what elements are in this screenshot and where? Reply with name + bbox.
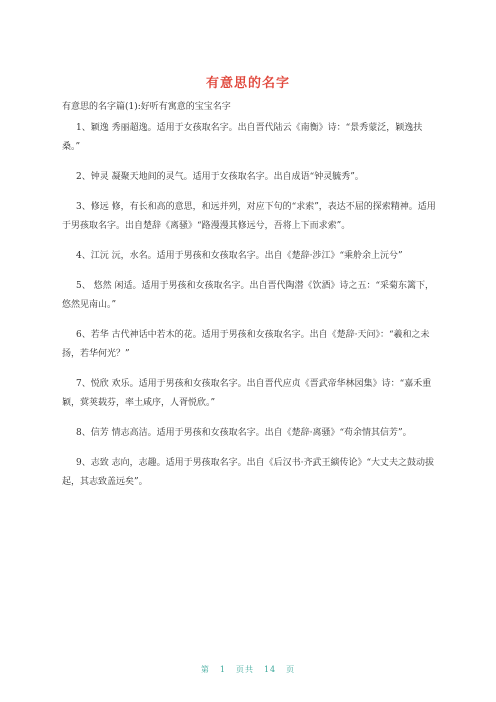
paragraph-6: 6、若华 古代神话中若木的花。适用于男孩和女孩取名字。出自《楚辞·天问》：“羲和之未扬，若华何光？”: [62, 330, 430, 359]
document-subtitle: 有意思的名字篇(1):好听有寓意的宝宝名字: [62, 102, 231, 112]
page-title: 有意思的名字: [205, 76, 290, 91]
paragraph-2: 2、钟灵 凝聚天地间的灵气。适用于女孩取名字。出自成语“钟灵毓秀”。: [76, 172, 364, 182]
footer-total-pages: 14: [263, 665, 277, 674]
paragraph-9: 9、志致 志向，志趣。适用于男孩取名字。出自《后汉书·齐武王縯传论》“大丈夫之鼓动拔起，其志致盖远矣”。: [62, 458, 435, 487]
footer-page-number: 1: [219, 665, 226, 674]
footer-page-label: 第: [200, 665, 210, 674]
paragraph-7: 7、悦欣 欢乐。适用于男孩和女孩取名字。出自晋代应贞《晋武帝华林园集》诗：“嘉禾重颖，蓂荚载芬，率土咸序，人胥悦欣。”: [62, 379, 432, 408]
document-body: [62, 119, 438, 503]
footer-page-suffix: 页: [286, 665, 296, 674]
footer-page-sep: 页共: [235, 665, 254, 674]
page-footer: [0, 664, 496, 675]
paragraph-5: 5、 悠然 闲适。适用于男孩和女孩取名字。出自晋代陶潜《饮酒》诗之五：“采菊东篱下，悠然见南山。”: [62, 281, 435, 310]
paragraph-4: 4、江沅 沅，水名。适用于男孩和女孩取名字。出自《楚辞·涉江》“乘舲余上沅兮”: [76, 251, 403, 261]
paragraph-1: 1、颖逸 秀丽超逸。适用于女孩取名字。出自晋代陆云《南衡》诗：“景秀蒙泛，颖逸扶桑。”: [62, 123, 423, 152]
paragraph-3: 3、修远 修，有长和高的意思，和远并列，对应下句的“求索”，表达不屈的探索精神。适用于男孩取名字。出自楚辞《离骚》“路漫漫其修远兮，吾将上下而求索”。: [62, 202, 436, 231]
paragraph-8: 8、信芳 情志高洁。适用于男孩和女孩取名字。出自《楚辞·离骚》“苟余情其信芳”。: [76, 428, 412, 438]
